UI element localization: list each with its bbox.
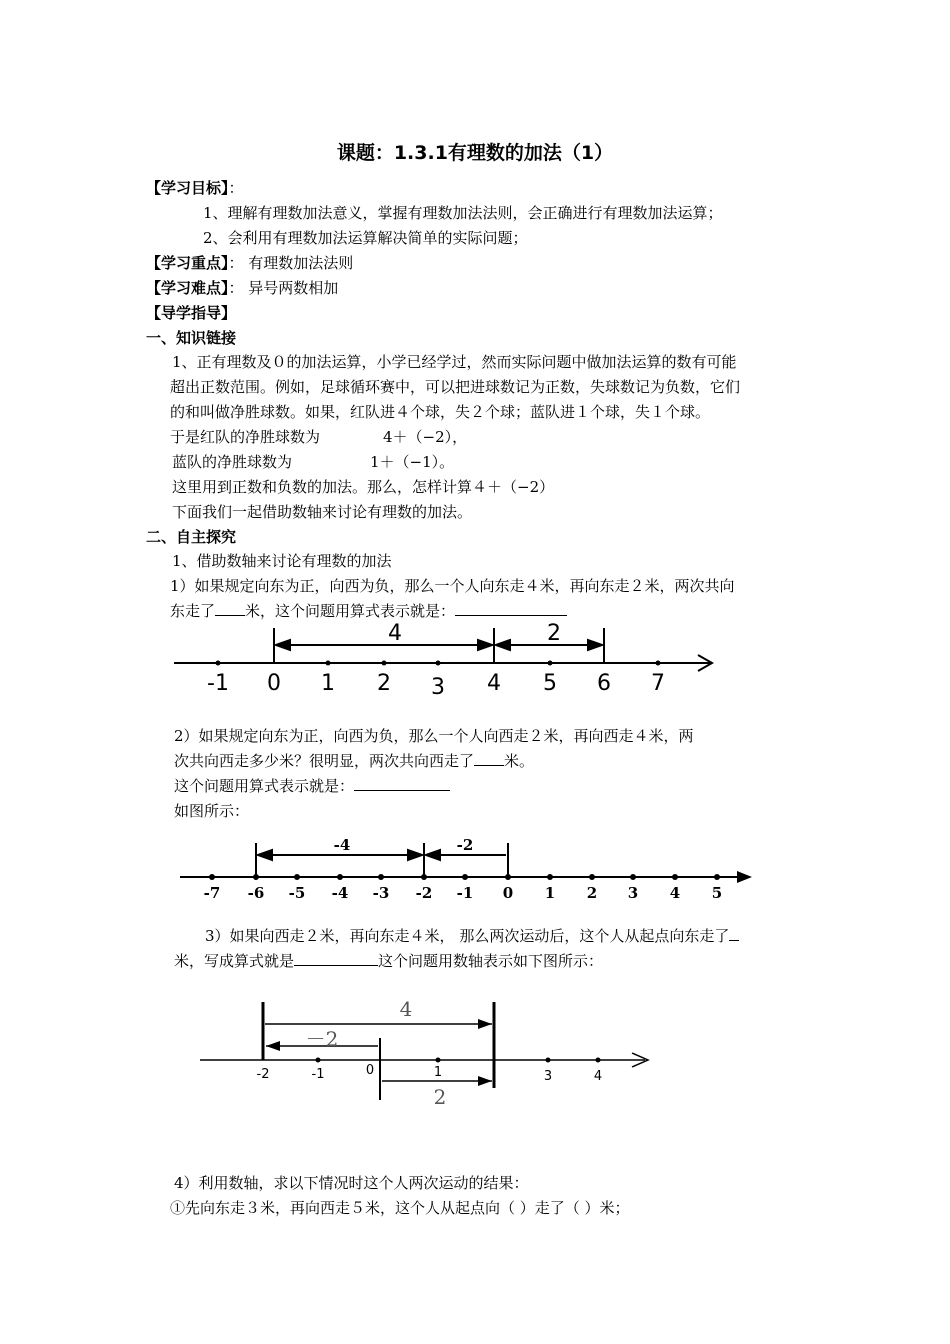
arrow-right-icon [588,640,602,650]
tick-label: -3 [372,884,390,902]
section1-line-a: 这里用到正数和负数的加法。那么，怎样计算４＋（−2） [172,478,555,496]
tick-label: -1 [456,884,474,902]
section2-sub1: 1、借助数轴来讨论有理数的加法 [172,552,392,570]
tick-dot [294,874,300,880]
tick-dot [421,874,427,880]
tick-dot [714,874,720,880]
tick-dot [337,874,343,880]
arrow-label: 2 [433,1085,447,1109]
arrow-right-icon [478,1076,492,1086]
tick-label: 4 [669,884,681,902]
tick-label: 0 [267,671,281,696]
tick-label: 6 [597,671,611,696]
q1-line1: 1）如果规定向东为正，向西为负，那么一个人向东走４米，再向东走２米，两次共向 [170,577,735,595]
arrow-left-icon [496,640,510,650]
q2-line1: 2）如果规定向东为正，向西为负，那么一个人向西走２米，再向西走４米，两 [174,727,694,745]
q2-line2: 次共向西走多少米？很明显，两次共向西走了 米。 [174,752,535,770]
tick-dot [630,874,636,880]
arrow-right-icon [478,640,492,650]
tick-dot [436,661,441,666]
arrow-label: 2 [547,621,561,646]
section1-p1-line2: 超出正数范围。例如，足球循环赛中，可以把进球数记为正数，失球数记为负数，它们 [170,378,741,396]
blue-label: 蓝队的净胜球数为 [172,453,293,471]
q3-line1: 3）如果向西走２米，再向东走４米， 那么两次运动后，这个人从起点向东走了 [205,926,739,946]
tick-label: 1 [544,884,556,902]
q2-line4: 如图所示： [174,802,250,820]
arrow-label: 4 [388,621,402,646]
red-expr: 4＋（−2）， [383,428,468,446]
arrow-left-icon [266,1041,280,1051]
page-title: 课题：1.3.1有理数的加法（1） [336,142,614,164]
arrow-label: 4 [399,997,413,1021]
answer-blank[interactable] [729,926,739,941]
arrow-label: -2 [456,836,474,854]
tick-label: 1 [433,1065,443,1080]
tick-dot [253,874,259,880]
tick-dot [216,661,221,666]
q2-line3: 这个问题用算式表示就是： [174,776,450,796]
red-label: 于是红队的净胜球数为 [170,428,321,446]
tick-label: 4 [487,671,501,696]
objective-item-1: 1、理解有理数加法意义，掌握有理数加法法则，会正确进行有理数加法运算； [203,204,723,222]
tick-label: 3 [627,884,639,902]
tick-dot [436,1058,441,1063]
tick-label: -1 [311,1067,325,1082]
tick-label: -7 [203,884,221,902]
arrow-label: -4 [333,836,351,854]
q4-line2: ①先向东走３米，再向西走５米，这个人从起点向（ ）走了（ ）米； [170,1199,630,1217]
tick-dot [326,661,331,666]
tick-dot [462,874,468,880]
tick-label: 5 [711,884,723,902]
q3-line2: 米，写成算式就是 这个问题用数轴表示如下图所示： [174,952,604,970]
arrow-left-icon [258,850,272,860]
tick-label: -4 [331,884,349,902]
objective-item-2: 2、会利用有理数加法运算解决简单的实际问题； [203,229,528,247]
tick-label: 5 [543,671,557,696]
guide-label: 【导学指导】 [146,304,237,322]
tick-label: -2 [415,884,433,902]
arrow-label: －2 [305,1027,339,1051]
number-line-1 [174,628,712,671]
arrow-left-icon [426,850,440,860]
difficulty: 【学习难点】： 异号两数相加 [146,279,339,297]
tick-label: 1 [321,671,335,696]
tick-dot [596,1058,601,1063]
tick-label: 3 [543,1069,553,1084]
tick-dot [209,874,215,880]
section1-heading: 一、知识链接 [146,329,237,347]
section2-heading: 二、自主探究 [146,528,237,546]
answer-blank[interactable] [354,776,450,791]
tick-dot [589,874,595,880]
tick-label: 7 [651,671,665,696]
tick-label: 2 [377,671,391,696]
answer-blank[interactable] [474,751,504,766]
tick-dot [672,874,678,880]
key-point: 【学习重点】： 有理数加法法则 [146,254,354,272]
arrow-head-icon [737,871,752,883]
tick-label: 0 [502,884,514,902]
blue-expr: 1＋（−1）。 [370,453,455,471]
tick-label: -5 [288,884,306,902]
section1-line-b: 下面我们一起借助数轴来讨论有理数的加法。 [172,503,473,521]
number-line-3 [200,1002,648,1100]
tick-label: 3 [431,675,445,700]
arrow-right-icon [478,1019,492,1029]
tick-label: -1 [207,671,229,696]
tick-dot [547,874,553,880]
objectives-label: 【学习目标】： [146,179,244,197]
tick-label: 0 [365,1063,375,1078]
tick-label: 4 [593,1069,603,1084]
tick-label: -6 [247,884,265,902]
section1-p1-line3: 的和叫做净胜球数。如果，红队进４个球，失２个球；蓝队进１个球，失１个球。 [170,403,711,421]
tick-dot [316,1058,321,1063]
tick-dot [505,874,511,880]
arrow-right-icon [408,850,422,860]
arrow-left-icon [276,640,290,650]
tick-dot [546,1058,551,1063]
tick-dot [548,661,553,666]
section1-p1-line1: 1、正有理数及０的加法运算，小学已经学过，然而实际问题中做加法运算的数有可能 [172,353,737,371]
answer-blank[interactable] [294,951,378,966]
tick-dot [378,874,384,880]
tick-dot [656,661,661,666]
tick-label: -2 [256,1067,270,1082]
tick-label: 2 [586,884,598,902]
q4-line1: 4）利用数轴，求以下情况时这个人两次运动的结果： [174,1174,529,1192]
tick-dot [382,661,387,666]
q1-line2: 东走了 米，这个问题用算式表示就是： [170,601,567,621]
